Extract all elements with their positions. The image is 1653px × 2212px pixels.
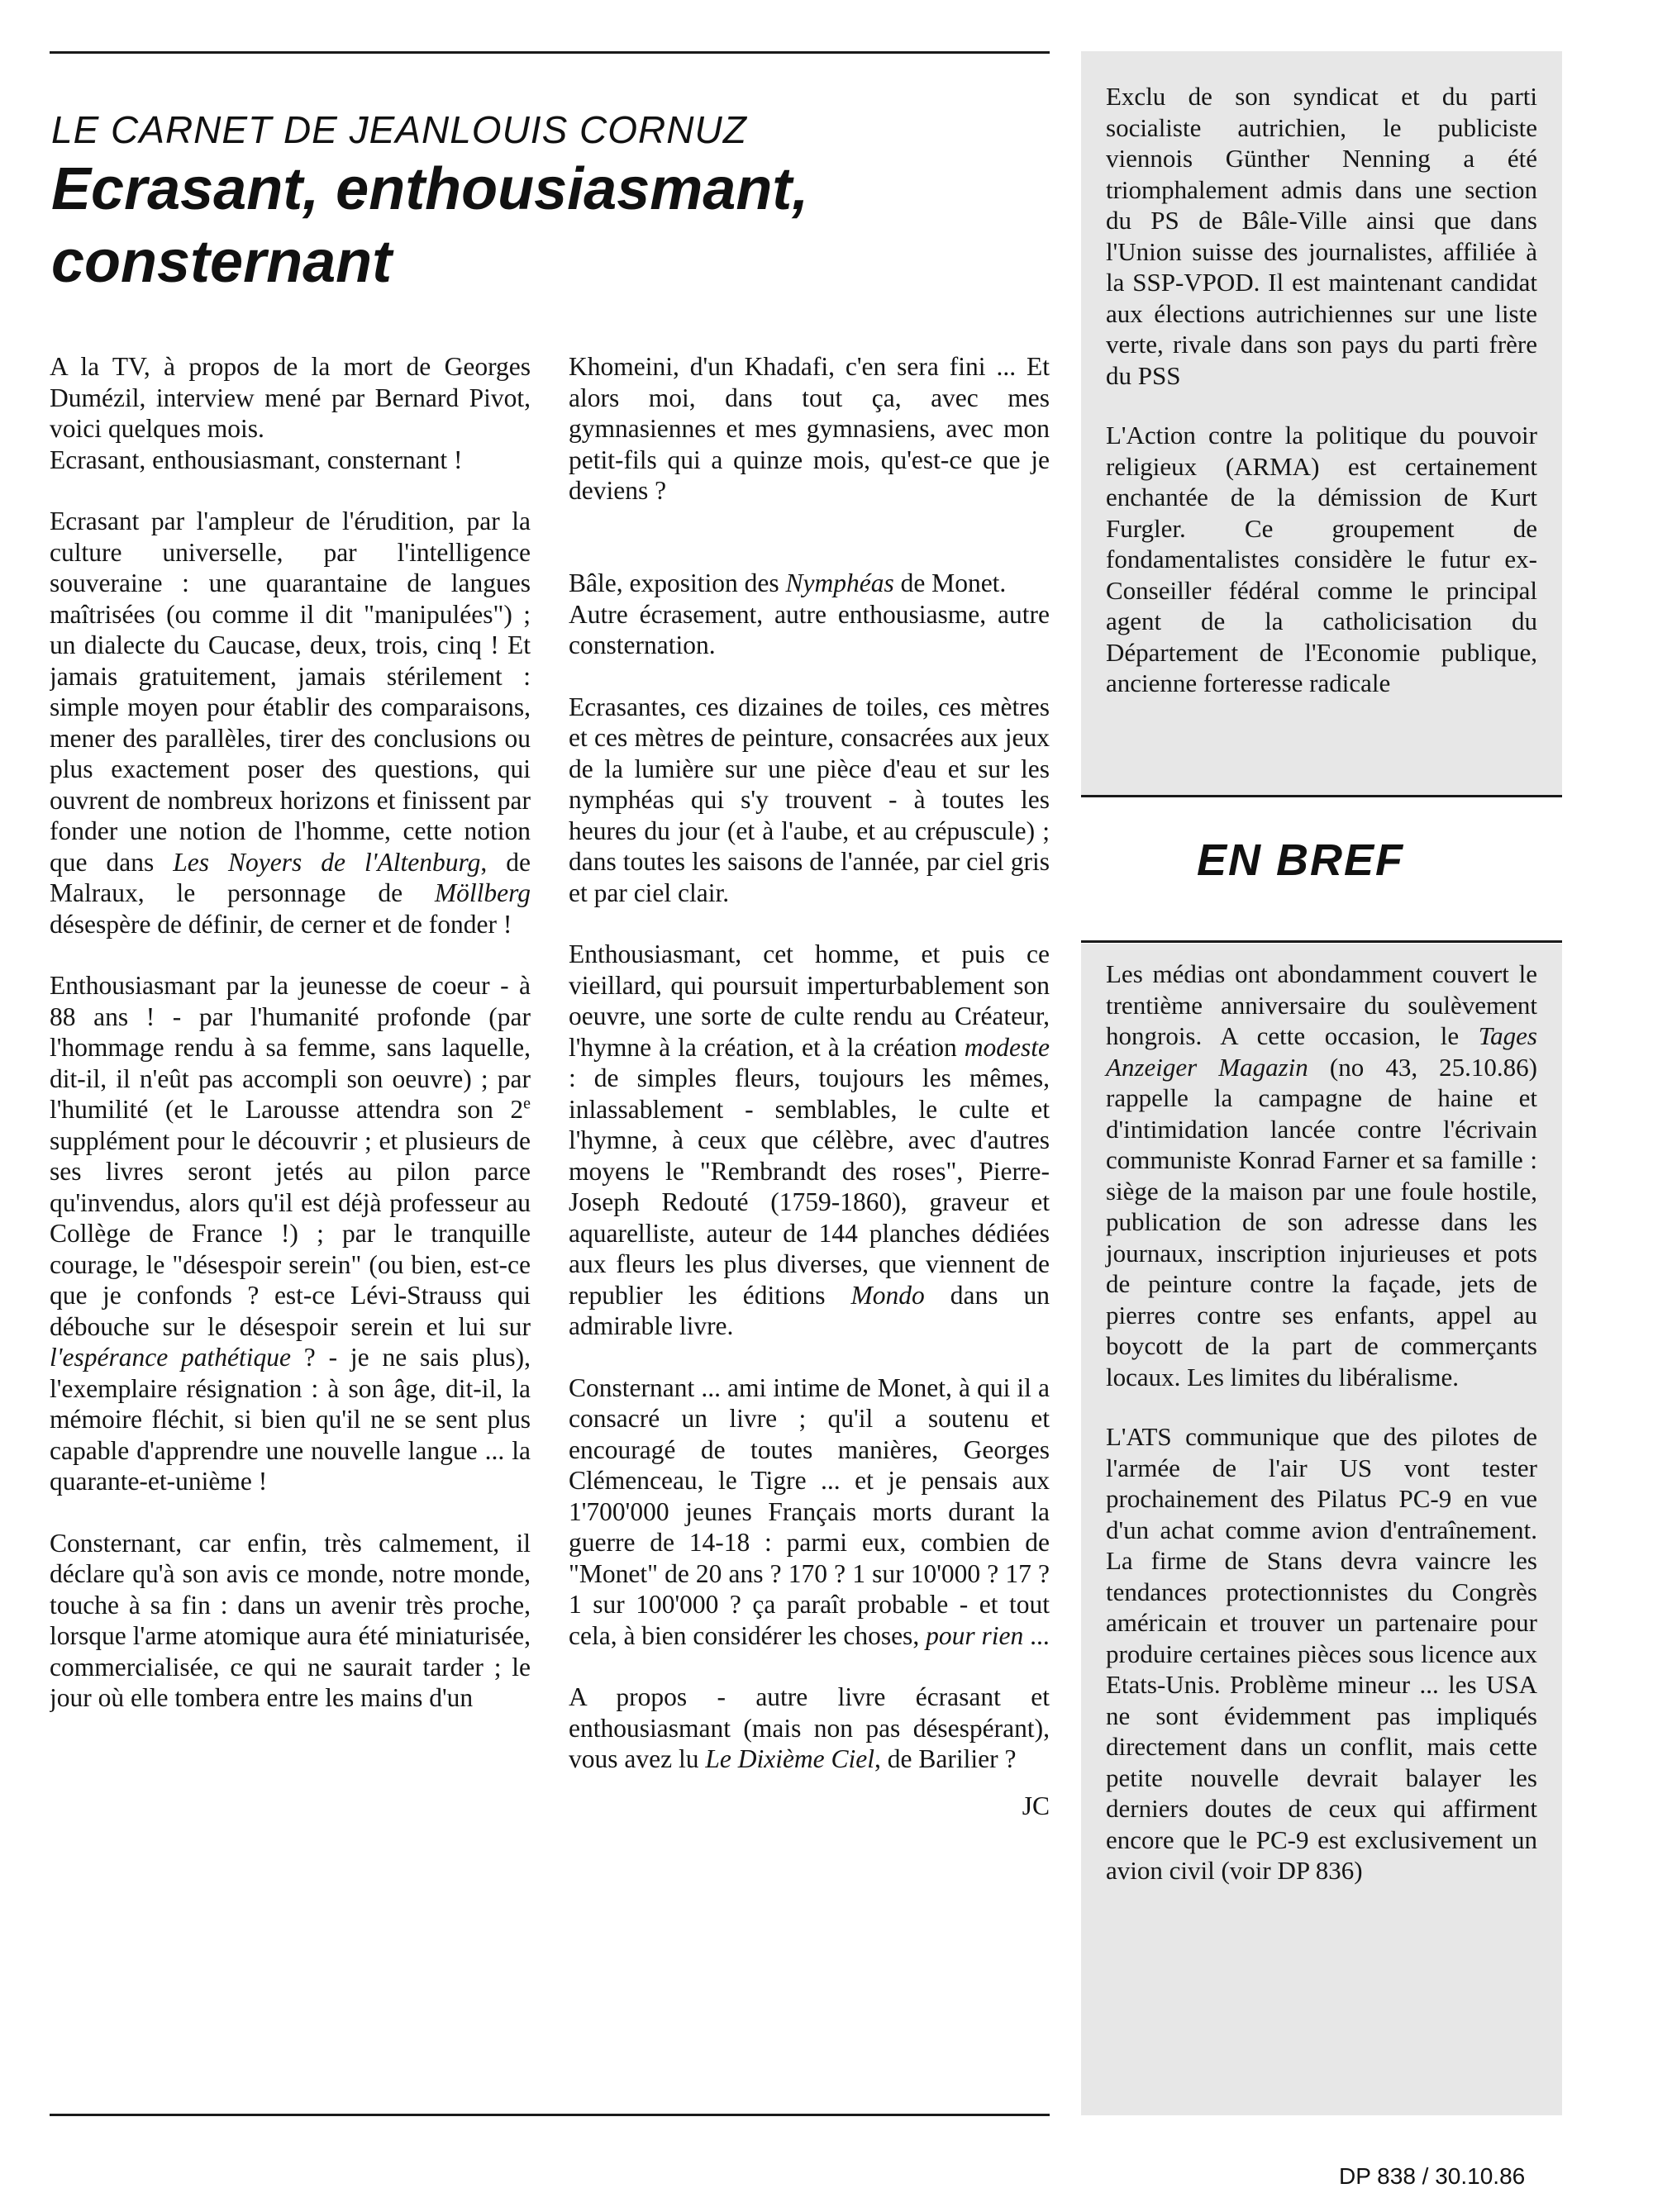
news-item: L'ATS communique que des pilotes de l'armée de l'air US vont tester prochainement des Pilatus PC-9 en vue d'un achat comme avion d'entraînement. La firme de Stans devra vaincre les tendances protectionnistes du Congrès américain et trouver un partenaire pour produire certaines pièces sous licence aux Etats-Unis. Problème mineur ... les USA ne sont évidemment pas impliqués directement dans un conflit, mais cette petite nouvelle devrait balayer les derniers doutes de ceux qui affirment encore que le PC-9 est exclusivement un avion civil (voir DP 836): [1106, 1422, 1537, 1885]
paragraph: Ecrasantes, ces dizaines de toiles, ces mètres et ces mètres de peinture, consacrées aux jeux de la lumière sur une pièce d'eau et sur les nymphéas qui s'y trouvent - à toutes les heures du jour (et à l'aube, et au crépuscule) ; dans toutes les saisons de l'année, par ciel gris et par ciel clair.: [569, 692, 1050, 907]
bottom-rule: [50, 2114, 1050, 2116]
article-column-2: [569, 351, 1050, 2078]
news-item: Exclu de son syndicat et du parti socialiste autrichien, le publiciste viennois Günther Nenning a été triomphalement admis dans une section du PS de Bâle-Ville ainsi que dans l'Union suisse des journalistes, affiliée à la SSP-VPOD. Il est maintenant candidat aux élections autrichiennes sur une liste verte, rivale dans son pays du parti frère du PSS: [1106, 82, 1537, 390]
en-bref-header: [1081, 795, 1562, 944]
paragraph: Bâle, exposition des Nymphéas de Monet. Autre écrasement, autre enthousiasme, autre consternation.: [569, 568, 1050, 659]
paragraph: A la TV, à propos de la mort de Georges Dumézil, interview mené par Bernard Pivot, voici quelques mois. Ecrasant, enthousiasmant, consternant !: [50, 352, 531, 474]
section-rule: [1081, 795, 1562, 797]
article-column-1: [50, 351, 531, 2078]
paragraph: A propos - autre livre écrasant et enthousiasmant (mais non pas désespérant), vous avez lu Le Dixième Ciel, de Barilier ?: [569, 1682, 1050, 1773]
paragraph: Consternant ... ami intime de Monet, à qui il a consacré un livre ; qu'il a soutenu et encouragé de toutes manières, Georges Clémenceau, le Tigre ... et je pensais aux 1'700'000 jeunes Français morts durant la guerre de 14-18 : parmi eux, combien de "Monet" de 20 ans ? 170 ? 1 sur 10'000 ? 17 ? 1 sur 100'000 ? ça paraît probable - et tout cela, à bien considérer les choses, pour rien ...: [569, 1372, 1050, 1650]
paragraph: Consternant, car enfin, très calmement, il déclare qu'à son avis ce monde, notre monde, touche à sa fin : dans un avenir très proche, lorsque l'arme atomique aura été miniaturisée, commercialisée, ce qui ne saurait tarder ; le jour où elle tombera entre les mains d'un: [50, 1528, 531, 1712]
sidebar-news-box: [1081, 51, 1562, 2115]
article-headline: Ecrasant, enthousiasmant, consternant: [51, 156, 809, 295]
top-rule: [50, 51, 1050, 54]
paragraph: Enthousiasmant, cet homme, et puis ce vieillard, qui poursuit imperturbablement son oeuvre, une sorte de culte rendu au Créateur, l'hymne à la création, et à la création modeste : de simples fleurs, toujours les mêmes, inlassablement - semblables, le culte et l'hymne, à ceux que célèbre, avec d'autres moyens le "Rembrandt des roses", Pierre-Joseph Redouté (1759-1860), graveur et aquarelliste, auteur de 144 planches dédiées aux fleurs les plus diverses, que viennent de republier les éditions Mondo dans un admirable livre.: [569, 940, 1050, 1340]
news-item: Les médias ont abondamment couvert le trentième anniversaire du soulèvement hongrois. A cette occasion, le Tages Anzeiger Magazin (no 43, 25.10.86) rappelle la campagne de haine et d'intimidation lancée contre l'écrivain communiste Konrad Farner et sa famille : siège de la maison par une foule hostile, publication de son adresse dans les journaux, inscription injurieuses et pots de peinture contre la façade, jets de pierres contre ses enfants, appel au boycott de la part de commerçants locaux. Les limites du libéralisme.: [1106, 959, 1537, 1391]
author-signature: JC: [1022, 1791, 1050, 1820]
paragraph: Khomeini, d'un Khadafi, c'en sera fini ... Et alors moi, dans tout ça, avec mes gymnasiennes et mes gymnasiens, avec mon petit-fils qui a quinze mois, qu'est-ce que je deviens ?: [569, 352, 1050, 505]
section-rule: [1081, 940, 1562, 943]
section-title: EN BREF: [1197, 835, 1405, 885]
paragraph: Ecrasant par l'ampleur de l'érudition, par la culture universelle, par l'intelligence souveraine : une quarantaine de langues maîtrisées (ou comme il dit "manipulées") ; un dialecte du Caucase, deux, trois, cinq ! Et jamais gratuitement, jamais stérilement : simple moyen pour établir des comparaisons, mener des parallèles, tirer des conclusions ou plus exactement poser des questions, qui ouvrent de nombreux horizons et finissent par fonder une notion de l'homme, cette notion que dans Les Noyers de l'Altenburg, de Malraux, le personnage de Möllberg désespère de définir, de cerner et de fonder !: [50, 507, 531, 939]
sidebar-bottom-items: [1106, 959, 1537, 1915]
paragraph: Enthousiasmant par la jeunesse de coeur - à 88 ans ! - par l'humanité profonde (par l'hommage rendu à sa femme, sans laquelle, dit-il, il n'eût pas accompli son oeuvre) ; par l'humilité (et le Larousse attendra son 2e supplément pour le découvrir ; et plusieurs de ses livres seront jetés au pilon parce qu'invendus, alors qu'il est déjà professeur au Collège de France !) ; par le tranquille courage, le "désespoir serein" (ou bien, est-ce que je confonds ? est-ce Lévi-Strauss qui débouche sur le désespoir serein et lui sur l'espérance pathétique ? - je ne sais plus), l'exemplaire résignation : à son âge, dit-il, la mémoire fléchit, si bien qu'il ne se sent plus capable d'apprendre une nouvelle langue ... la quarante-et-unième !: [50, 971, 531, 1496]
column-kicker: LE CARNET DE JEANLOUIS CORNUZ: [51, 108, 747, 151]
news-item: L'Action contre la politique du pouvoir religieux (ARMA) est certainement enchantée de la démission de Kurt Furgler. Ce groupement de fondamentalistes considère le futur ex-Conseiller fédéral comme le principal agent de la catholicisation du Département de l'Economie publique, ancienne forteresse radicale: [1106, 421, 1537, 697]
sidebar-top-items: [1106, 81, 1537, 728]
issue-folio: DP 838 / 30.10.86: [1339, 2163, 1526, 2189]
